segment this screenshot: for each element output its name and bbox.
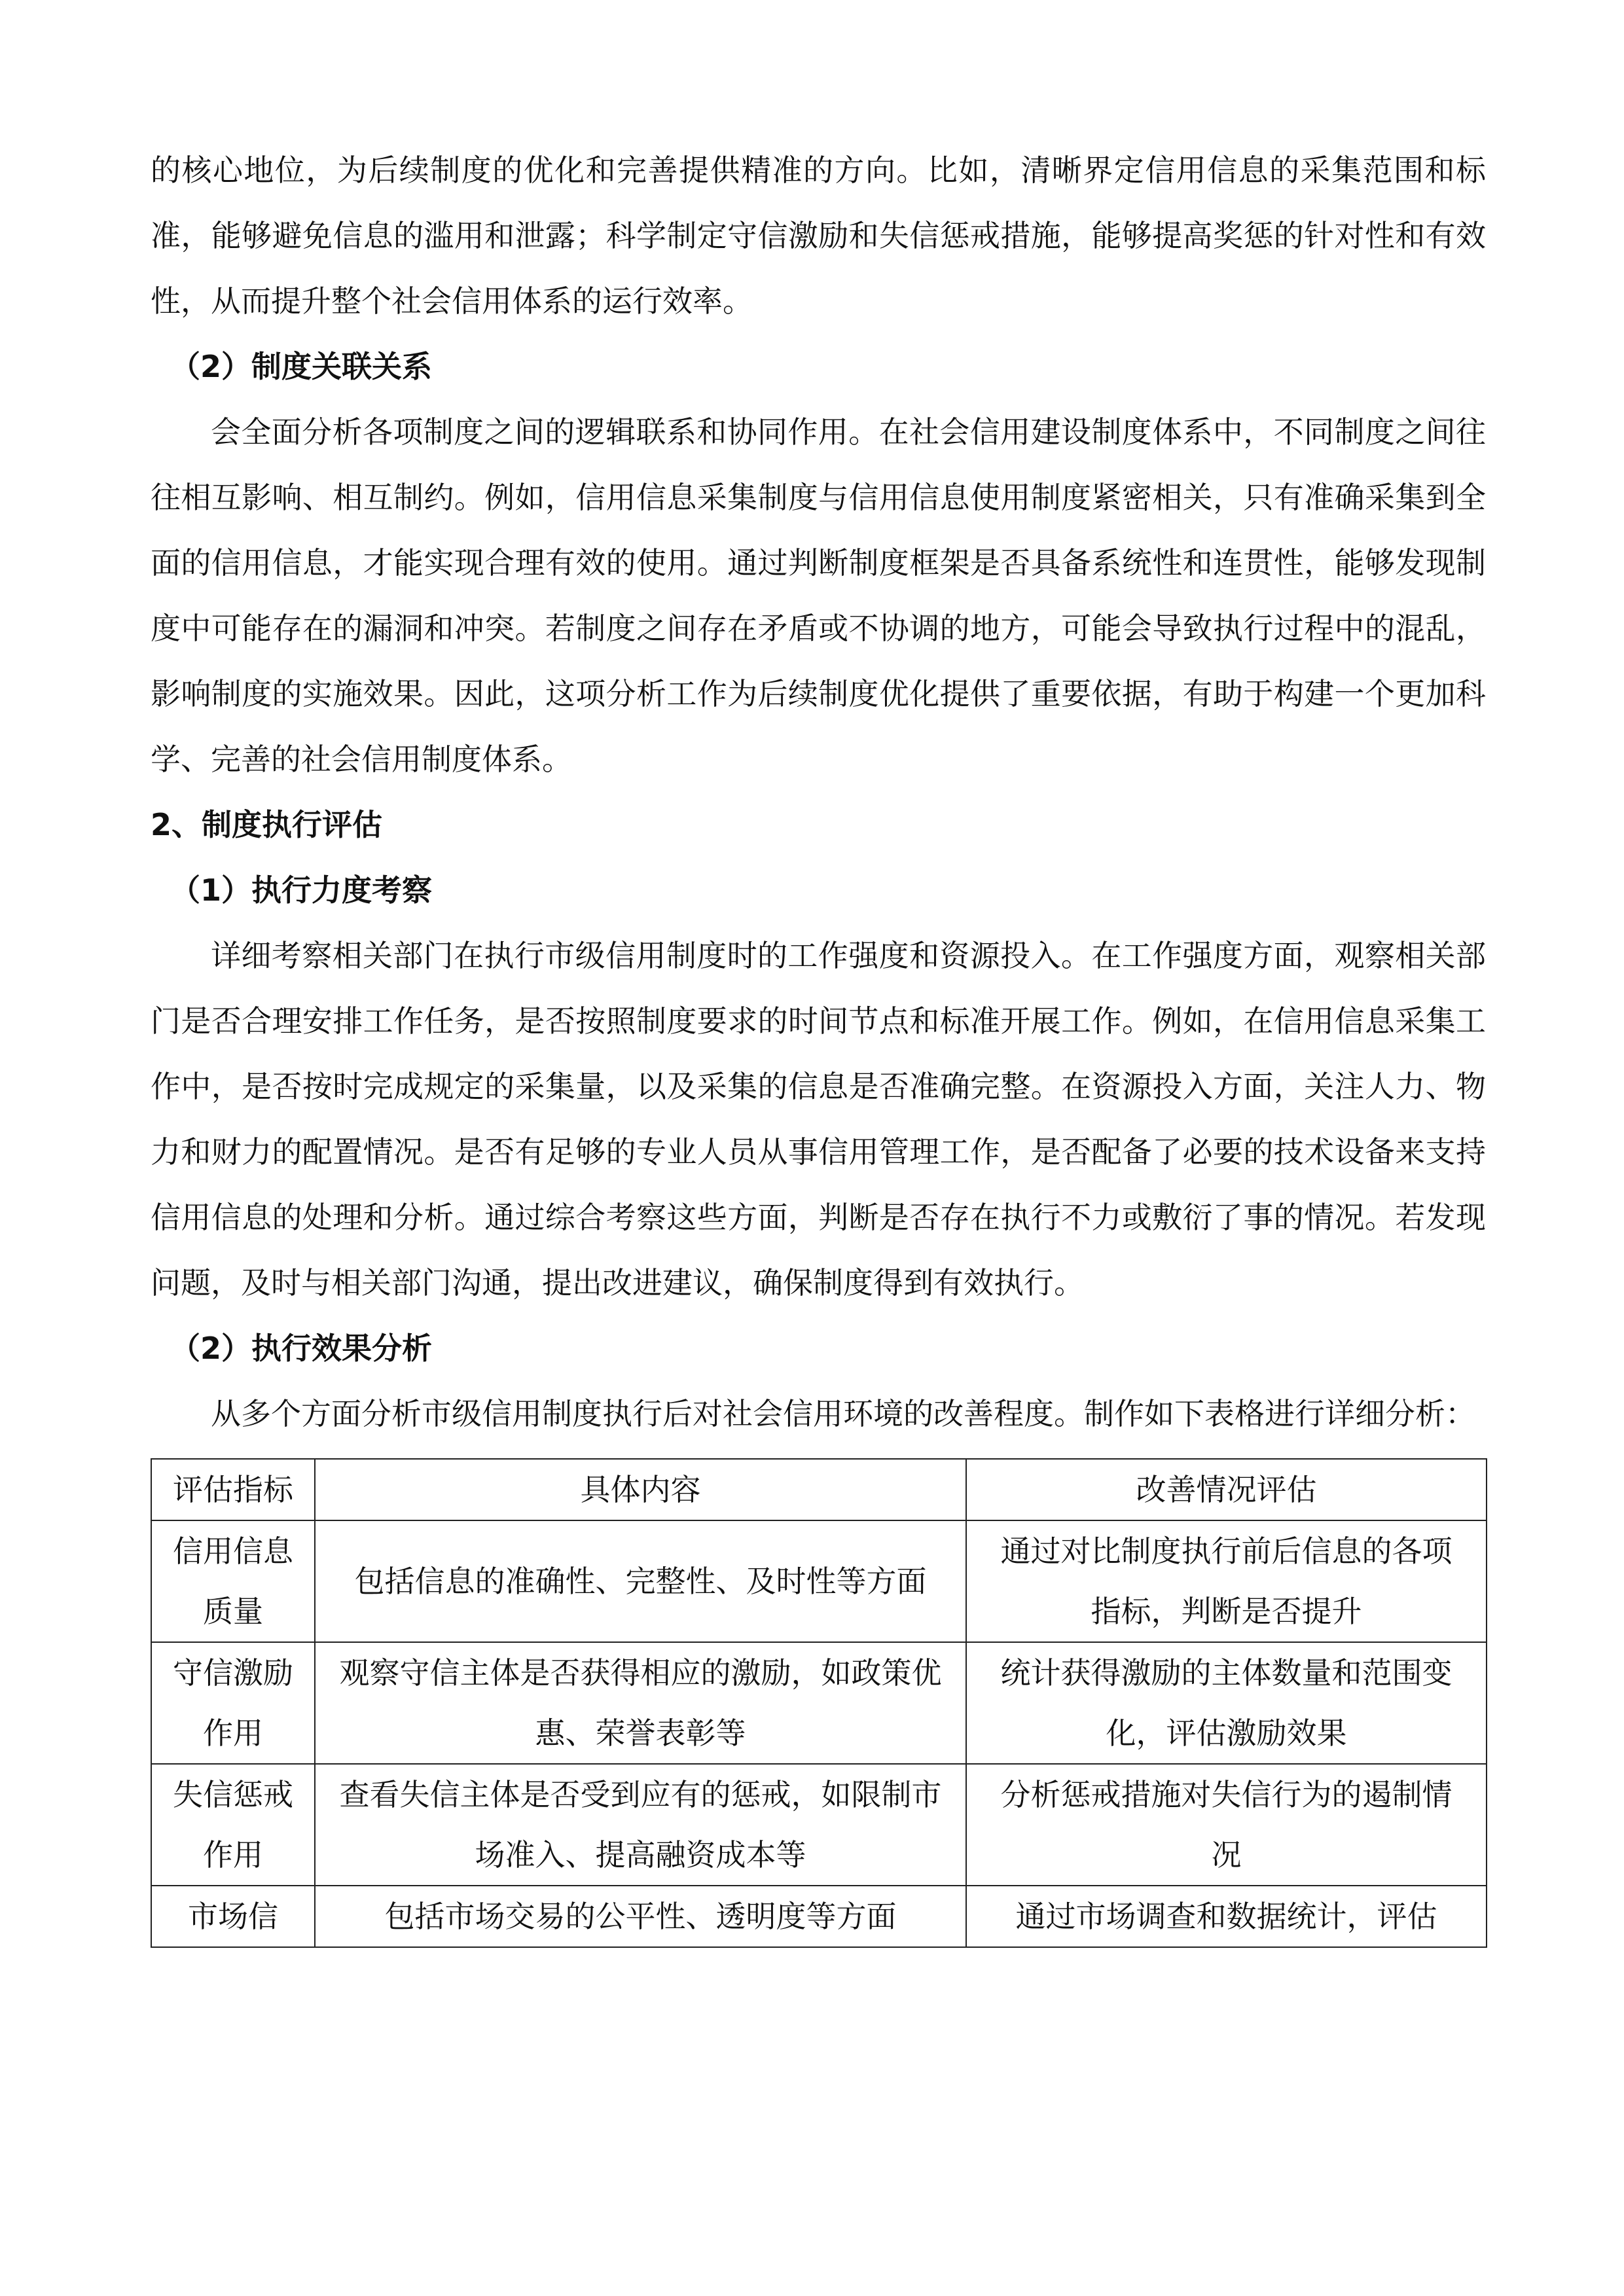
table-cell: 市场信 (151, 1886, 315, 1947)
table-cell: 查看失信主体是否受到应有的惩戒，如限制市场准入、提高融资成本等 (315, 1764, 966, 1886)
paragraph: 详细考察相关部门在执行市级信用制度时的工作强度和资源投入。在工作强度方面，观察相关部门是否合理安排工作任务，是否按照制度要求的时间节点和标准开展工作。例如，在信用信息采集工作中，是否按时完成规定的采集量，以及采集的信息是否准确完整。在资源投入方面，关注人力、物力和财力的配置情况。是否有足够的专业人员从事信用管理工作，是否配备了必要的技术设备来支持信用信息的处理和分析。通过综合考察这些方面，判断是否存在执行不力或敷衍了事的情况。若发现问题，及时与相关部门沟通，提出改进建议，确保制度得到有效执行。 (151, 938, 1486, 1300)
subsection-heading: （1）执行力度考察 (170, 872, 433, 908)
table-cell: 观察守信主体是否获得相应的激励，如政策优惠、荣誉表彰等 (315, 1642, 966, 1764)
table-cell: 守信激励作用 (151, 1642, 315, 1764)
evaluation-table (151, 1458, 1487, 1948)
table-header-row (151, 1459, 1487, 1520)
table-row (151, 1520, 1487, 1642)
paragraph: 从多个方面分析市级信用制度执行后对社会信用环境的改善程度。制作如下表格进行详细分析： (211, 1396, 1475, 1431)
table-cell: 通过对比制度执行前后信息的各项指标，判断是否提升 (966, 1520, 1487, 1642)
document-body (151, 137, 1486, 1948)
header-cell: 评估指标 (151, 1459, 315, 1520)
header-cell: 具体内容 (315, 1459, 966, 1520)
table-cell: 通过市场调查和数据统计，评估 (966, 1886, 1487, 1947)
paragraph: 的核心地位，为后续制度的优化和完善提供精准的方向。比如，清晰界定信用信息的采集范围和标准，能够避免信息的滥用和泄露；科学制定守信激励和失信惩戒措施，能够提高奖惩的针对性和有效性，从而提升整个社会信用体系的运行效率。 (151, 152, 1486, 319)
header-cell: 改善情况评估 (966, 1459, 1487, 1520)
paragraph: 会全面分析各项制度之间的逻辑联系和协同作用。在社会信用建设制度体系中，不同制度之间往往相互影响、相互制约。例如，信用信息采集制度与信用信息使用制度紧密相关，只有准确采集到全面的信用信息，才能实现合理有效的使用。通过判断制度框架是否具备系统性和连贯性，能够发现制度中可能存在的漏洞和冲突。若制度之间存在矛盾或不协调的地方，可能会导致执行过程中的混乱，影响制度的实施效果。因此，这项分析工作为后续制度优化提供了重要依据，有助于构建一个更加科学、完善的社会信用制度体系。 (151, 414, 1486, 777)
section-heading: 2、制度执行评估 (151, 807, 383, 842)
subsection-heading: （2）制度关联关系 (170, 349, 433, 384)
table-cell: 统计获得激励的主体数量和范围变化，评估激励效果 (966, 1642, 1487, 1764)
table-cell: 包括信息的准确性、完整性、及时性等方面 (315, 1520, 966, 1642)
table-cell: 包括市场交易的公平性、透明度等方面 (315, 1886, 966, 1947)
table-cell: 信用信息质量 (151, 1520, 315, 1642)
table-cell: 分析惩戒措施对失信行为的遏制情况 (966, 1764, 1487, 1886)
subsection-heading: （2）执行效果分析 (170, 1331, 433, 1366)
table-row (151, 1642, 1487, 1764)
table-cell: 失信惩戒作用 (151, 1764, 315, 1886)
table-row (151, 1764, 1487, 1886)
table-row (151, 1886, 1487, 1947)
